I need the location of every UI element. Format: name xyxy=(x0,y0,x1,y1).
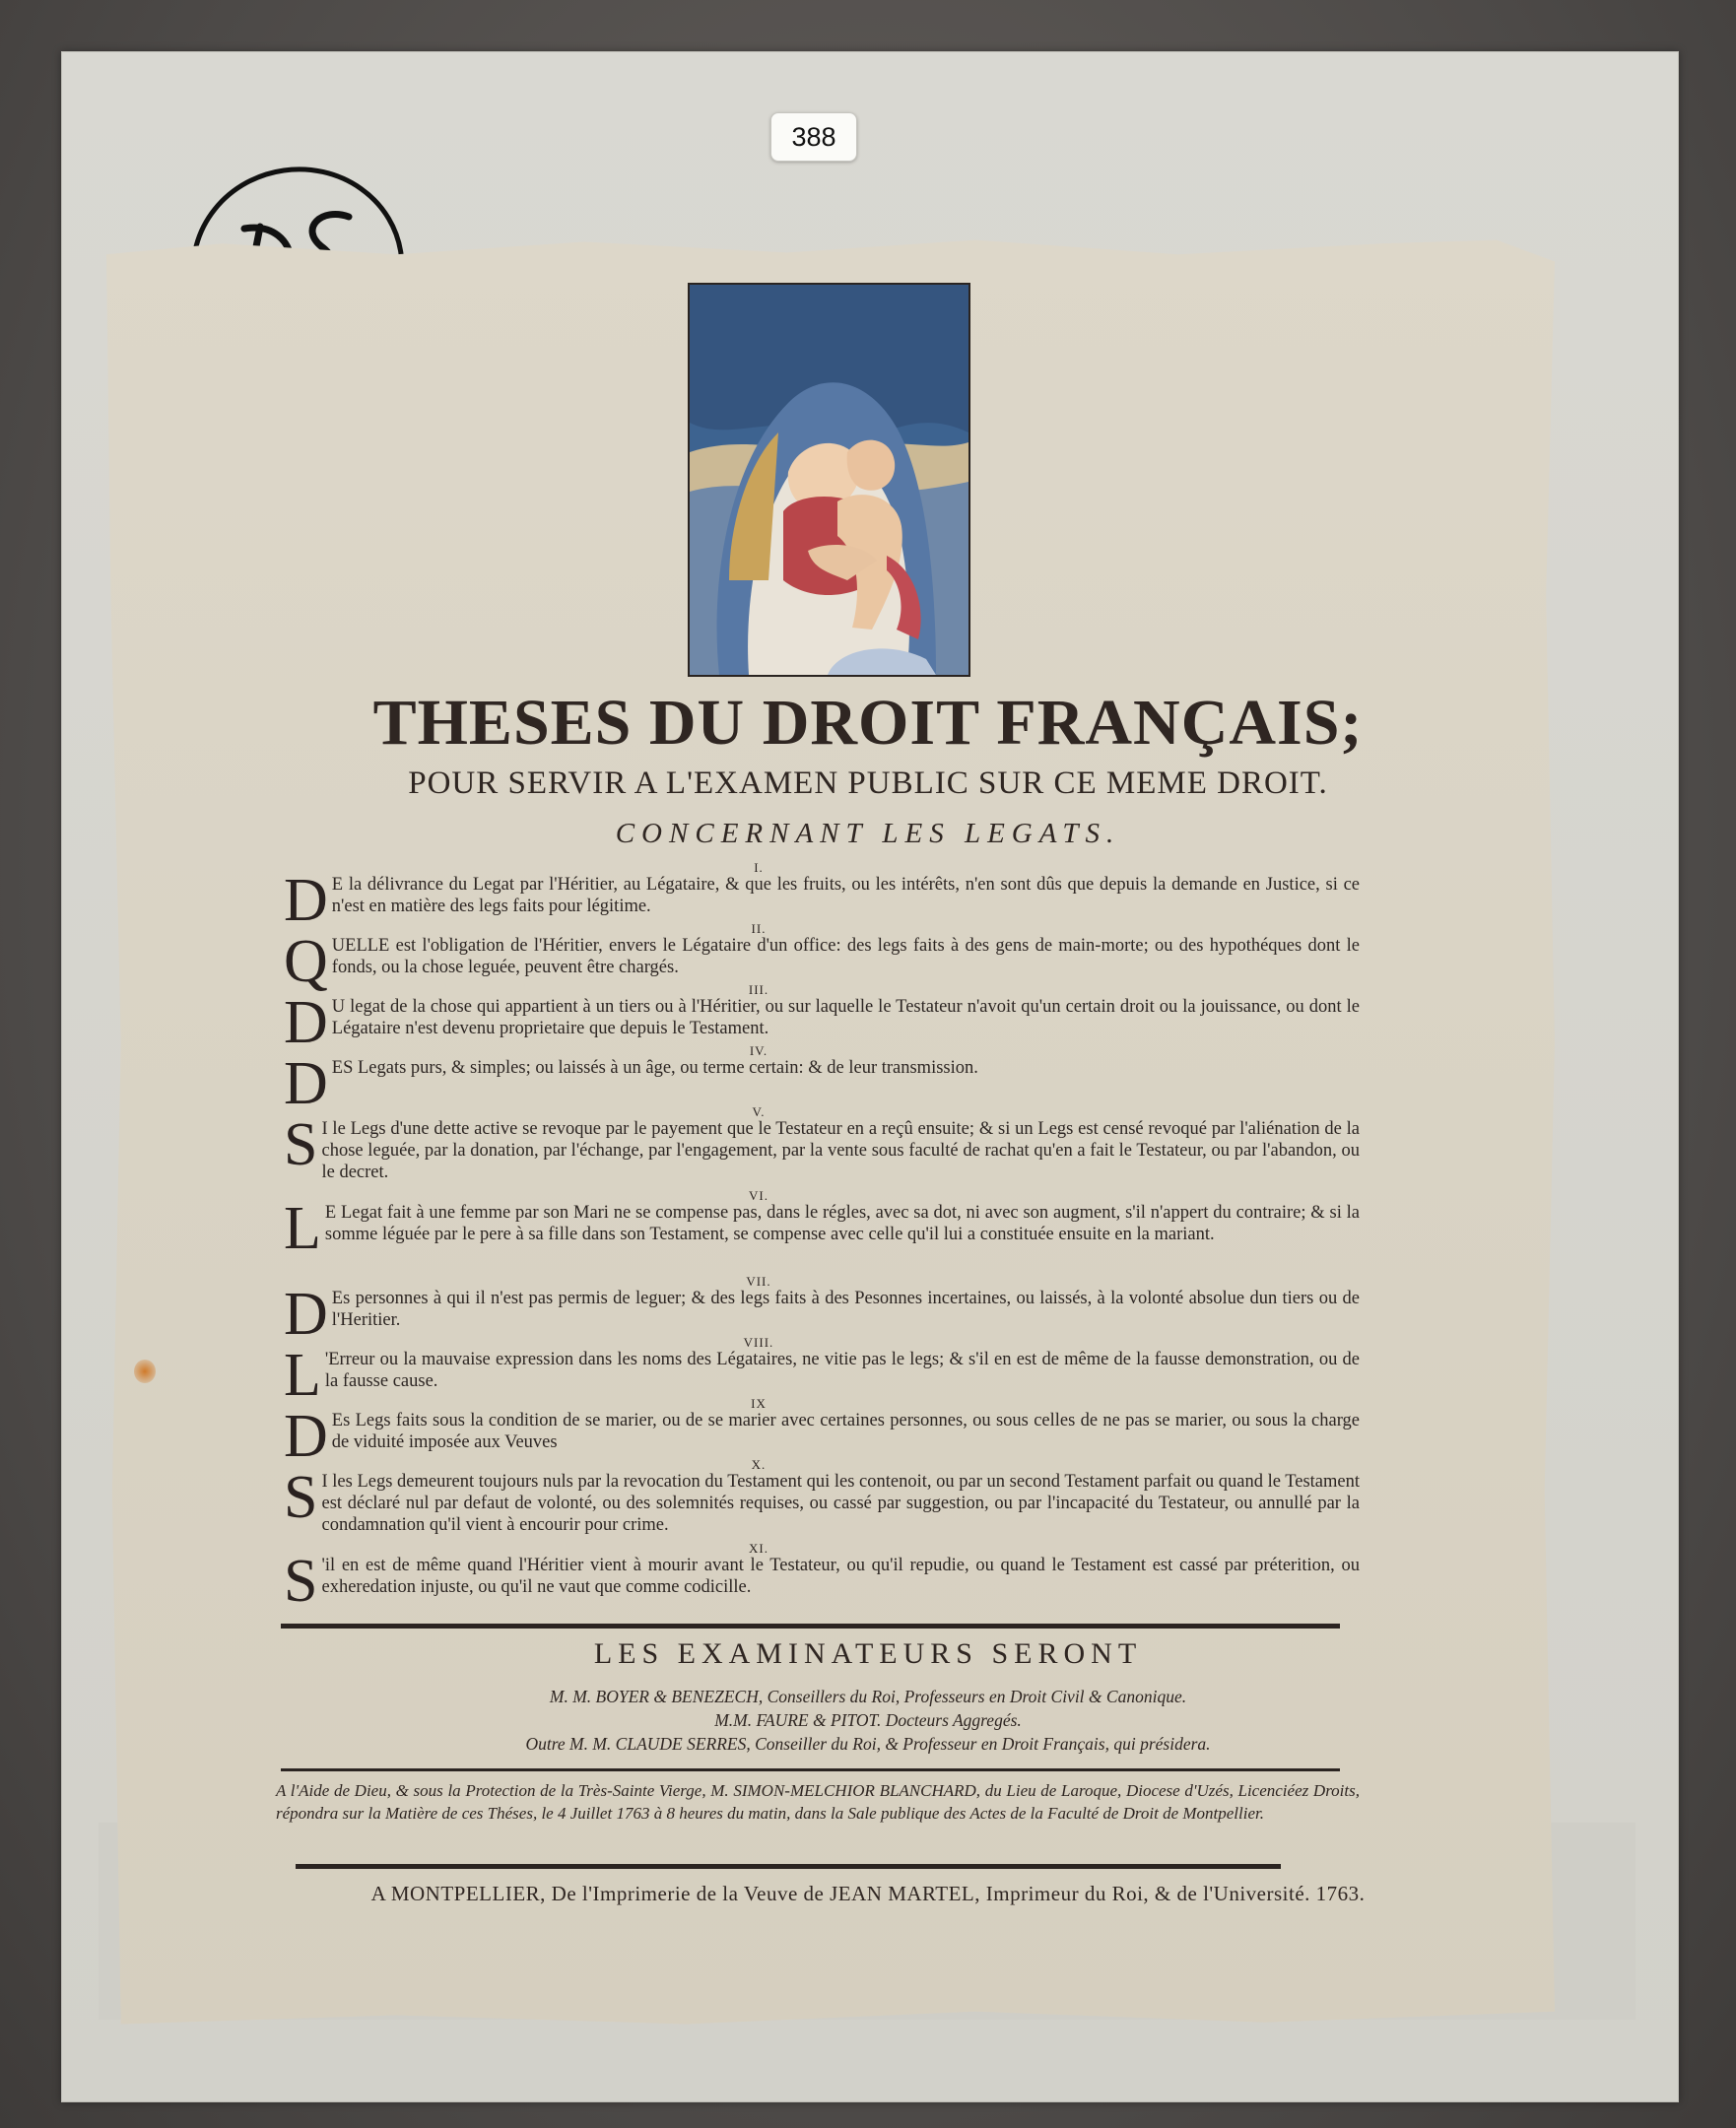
examiners-heading: LES EXAMINATEURS SERONT xyxy=(593,1637,1143,1670)
examiners-line: M. M. BOYER & BENEZECH, Conseillers du Roi, Professeurs en Droit Civil & Canonique. xyxy=(549,1687,1187,1706)
document-subtitle: POUR SERVIR A L'EXAMEN PUBLIC SUR CE MEME DROIT. xyxy=(408,765,1328,801)
drop-cap: D xyxy=(284,1281,328,1348)
printer-imprint: A MONTPELLIER, De l'Imprimerie de la Veuve de JEAN MARTEL, Imprimeur du Roi, & de l'Université. 1763. xyxy=(370,1882,1366,1905)
examiners-line: Outre M. M. CLAUDE SERRES, Conseiller du Roi, & Professeur en Droit Français, qui présidera. xyxy=(525,1734,1211,1754)
article-text: Es Legs faits sous la condition de se marier, ou de se marier avec certaines personnes, ou sous celles de ne pas se marier, ou sous la charge de viduité imposée aux Veuves xyxy=(331,1411,1360,1452)
drop-cap: S xyxy=(284,1464,318,1531)
article-numeral: IV. xyxy=(749,1043,768,1058)
drop-cap: L xyxy=(284,1342,321,1409)
article-text: 'Erreur ou la mauvaise expression dans les noms des Légataires, ne vitie pas le legs; & s'il en est de même de la fausse demonstration, ou de la fausse cause. xyxy=(324,1350,1360,1391)
divider-rule xyxy=(281,1768,1340,1771)
article-numeral: XI. xyxy=(749,1541,768,1556)
article-numeral: VI. xyxy=(749,1188,768,1203)
article-text: 'il en est de même quand l'Héritier vient à mourir avant le Testateur, ou qu'il repudie, ou quand le Testament est cassé par préterition, ou exheredation injuste, ou qu'il ne vaut que comme codicille. xyxy=(321,1556,1360,1597)
article-numeral: V. xyxy=(752,1104,766,1119)
divider-rule xyxy=(296,1864,1281,1869)
article-numeral: I. xyxy=(754,860,764,875)
article-numeral: II. xyxy=(751,921,767,936)
article-numeral: III. xyxy=(748,982,769,997)
drop-cap: L xyxy=(284,1195,321,1262)
document-topic: CONCERNANT LES LEGATS. xyxy=(615,818,1121,849)
article-numeral: VII. xyxy=(746,1274,771,1289)
article-numeral: X. xyxy=(751,1457,767,1472)
drop-cap: S xyxy=(284,1111,318,1178)
defense-announcement: A l'Aide de Dieu, & sous la Protection de la Très-Sainte Vierge, M. SIMON-MELCHIOR BLANCHARD, du Lieu de Laroque, Diocese d'Uzés, Licenciéez Droits, répondra sur la Matière de ces Théses, le 4 Juillet 1763 à 8 heures du matin, dans la Sale publique des Actes de la Faculté de Droit de Montpellier. xyxy=(276,1781,1360,1823)
lot-number-label: 388 xyxy=(770,112,857,162)
article-text: E Legat fait à une femme par son Mari ne se compense pas, dans le régles, avec sa dot, ni avec son augment, s'il n'appert du contraire; & si la somme léguée par le pere à sa fille dans son Testament, se compense avec celle qu'il lui a constituée ensuite en la mariant. xyxy=(324,1203,1360,1244)
article-text: I les Legs demeurent toujours nuls par la revocation du Testament qui les contenoit, ou par un second Testament parfait ou quand le Testament est déclaré nul par defaut de volonté, ou des solemnités requises, ou cassé par suggestion, ou par l'incapacité du Testateur, ou annullé par la condamnation qu'il vient à encourir pour crime. xyxy=(321,1472,1360,1535)
drop-cap: S xyxy=(284,1548,318,1615)
article-4 xyxy=(284,1043,1360,1117)
article-5 xyxy=(286,1106,1360,1183)
article-numeral: VIII. xyxy=(743,1335,774,1350)
article-9 xyxy=(284,1396,1360,1470)
drop-cap: D xyxy=(284,867,328,934)
examiners-line: M.M. FAURE & PITOT. Docteurs Aggregés. xyxy=(714,1710,1022,1730)
article-text: U legat de la chose qui appartient à un tiers ou à l'Héritier, ou sur laquelle le Testateur n'avoit qu'un certain droit ou la jouissance, ou dont le Légataire n'est devenu proprietaire que depuis le Testament. xyxy=(331,997,1360,1038)
drop-cap: D xyxy=(284,989,328,1056)
drop-cap: D xyxy=(284,1050,328,1117)
article-6 xyxy=(284,1188,1360,1262)
document-title: THESES DU DROIT FRANÇAIS; xyxy=(372,687,1364,759)
article-10 xyxy=(286,1459,1360,1536)
article-text: UELLE est l'obligation de l'Héritier, envers le Légataire d'un office: des legs faits à des gens de main-morte; ou des hypothéques dont le fonds, ou la chose leguée, peuvent être chargés. xyxy=(331,936,1360,977)
article-text: ES Legats purs, & simples; ou laissés à un âge, ou terme certain: & de leur transmission. xyxy=(331,1058,978,1078)
article-11 xyxy=(284,1541,1360,1615)
article-text: I le Legs d'une dette active se revoque par le payement que le Testateur en a reçû ensuite; & si un Legs est censé revoqué par l'aliénation de la chose leguée, par la donation, par l'échange, par l'engagement, par la vente sous faculté de rachat qu'en a fait le Testateur, ou par l'abandon, ou le decret. xyxy=(321,1119,1360,1182)
drop-cap: D xyxy=(284,1403,328,1470)
article-text: Es personnes à qui il n'est pas permis de leguer; & des legs faits à des Pesonnes incertaines, ou laissés, à la volonté absolue dun tiers ou de l'Heritier. xyxy=(331,1289,1360,1330)
divider-rule xyxy=(281,1624,1340,1629)
article-numeral: IX xyxy=(751,1396,767,1411)
article-text: E la délivrance du Legat par l'Héritier, au Légataire, & que les fruits, ou les intérêts, n'en sont dûs que depuis la demande en Justice, si ce n'est en matière des legs faits pour légitime. xyxy=(331,875,1360,916)
drop-cap: Q xyxy=(284,928,328,995)
